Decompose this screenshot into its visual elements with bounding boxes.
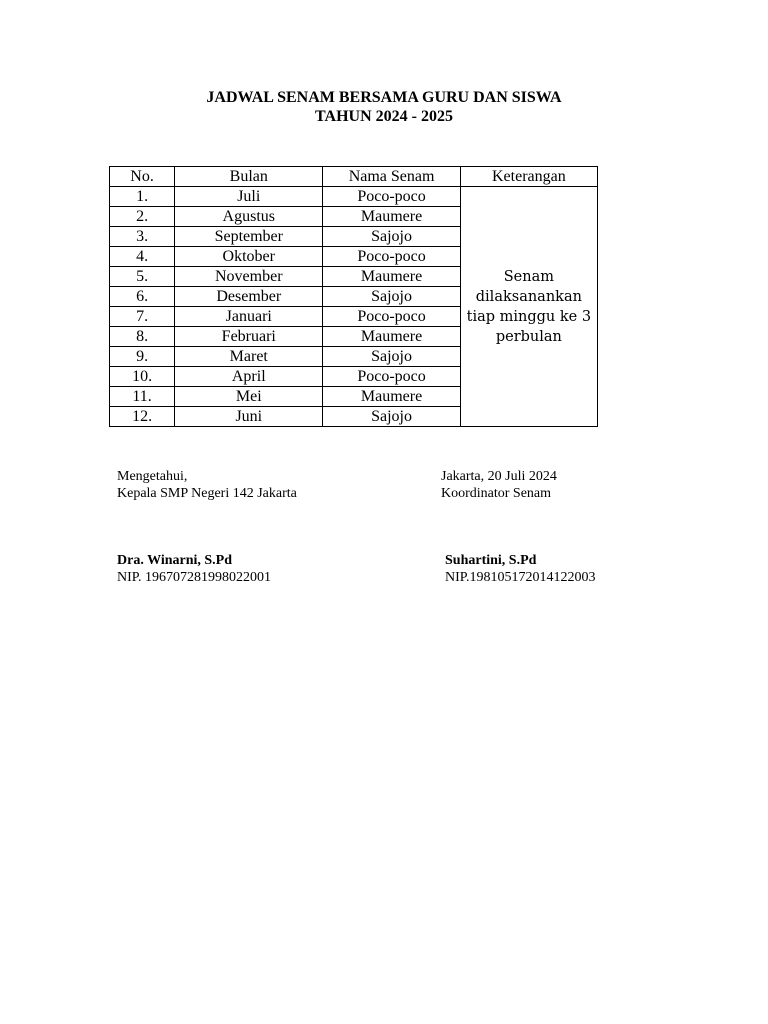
cell-nama-senam: Sajojo: [323, 287, 460, 307]
cell-nama-senam: Maumere: [323, 267, 460, 287]
cell-nama-senam: Sajojo: [323, 347, 460, 367]
signature-right-block: [441, 468, 557, 502]
cell-nama-senam: Maumere: [323, 387, 460, 407]
signature-left-line1: Mengetahui,: [117, 469, 188, 484]
header-bulan: Bulan: [175, 167, 323, 187]
cell-no: 3.: [110, 227, 175, 247]
cell-keterangan: Senam dilaksanankan tiap minggu ke 3 perbulan: [460, 187, 597, 427]
signature-left-line2: Kepala SMP Negeri 142 Jakarta: [117, 486, 297, 501]
title-line-2: TAHUN 2024 - 2025: [315, 108, 453, 125]
cell-nama-senam: Sajojo: [323, 227, 460, 247]
cell-no: 12.: [110, 407, 175, 427]
table-header-row: [110, 167, 598, 187]
cell-bulan: Agustus: [175, 207, 323, 227]
schedule-table: [109, 166, 598, 427]
title-line-1: JADWAL SENAM BERSAMA GURU DAN SISWA: [206, 89, 562, 106]
signer-right-name: Suhartini, S.Pd: [445, 553, 537, 568]
header-nama-senam: Nama Senam: [323, 167, 460, 187]
table-body: [110, 187, 598, 427]
cell-nama-senam: Maumere: [323, 207, 460, 227]
cell-bulan: Maret: [175, 347, 323, 367]
cell-no: 5.: [110, 267, 175, 287]
cell-no: 1.: [110, 187, 175, 207]
cell-bulan: April: [175, 367, 323, 387]
signature-right-line1: Jakarta, 20 Juli 2024: [441, 469, 557, 484]
document-title: [0, 88, 768, 126]
cell-no: 6.: [110, 287, 175, 307]
signer-left-nip: NIP. 196707281998022001: [117, 570, 272, 585]
cell-nama-senam: Poco-poco: [323, 367, 460, 387]
table-row: [110, 187, 598, 207]
cell-no: 7.: [110, 307, 175, 327]
cell-nama-senam: Poco-poco: [323, 187, 460, 207]
cell-nama-senam: Sajojo: [323, 407, 460, 427]
signer-left-name: Dra. Winarni, S.Pd: [117, 553, 233, 568]
signature-right-signer: [445, 552, 596, 586]
header-keterangan: Keterangan: [460, 167, 597, 187]
cell-no: 11.: [110, 387, 175, 407]
cell-no: 9.: [110, 347, 175, 367]
cell-bulan: Februari: [175, 327, 323, 347]
cell-no: 8.: [110, 327, 175, 347]
cell-no: 4.: [110, 247, 175, 267]
cell-bulan: September: [175, 227, 323, 247]
header-no: No.: [110, 167, 175, 187]
cell-bulan: Juni: [175, 407, 323, 427]
signature-right-line2: Koordinator Senam: [441, 486, 552, 501]
signer-right-nip: NIP.198105172014122003: [445, 570, 596, 585]
cell-bulan: Oktober: [175, 247, 323, 267]
cell-bulan: Januari: [175, 307, 323, 327]
cell-no: 2.: [110, 207, 175, 227]
cell-nama-senam: Maumere: [323, 327, 460, 347]
cell-bulan: Desember: [175, 287, 323, 307]
signature-left-block: [117, 468, 297, 502]
cell-bulan: Juli: [175, 187, 323, 207]
cell-bulan: November: [175, 267, 323, 287]
cell-nama-senam: Poco-poco: [323, 247, 460, 267]
signature-left-signer: [117, 552, 271, 586]
cell-bulan: Mei: [175, 387, 323, 407]
cell-nama-senam: Poco-poco: [323, 307, 460, 327]
cell-no: 10.: [110, 367, 175, 387]
